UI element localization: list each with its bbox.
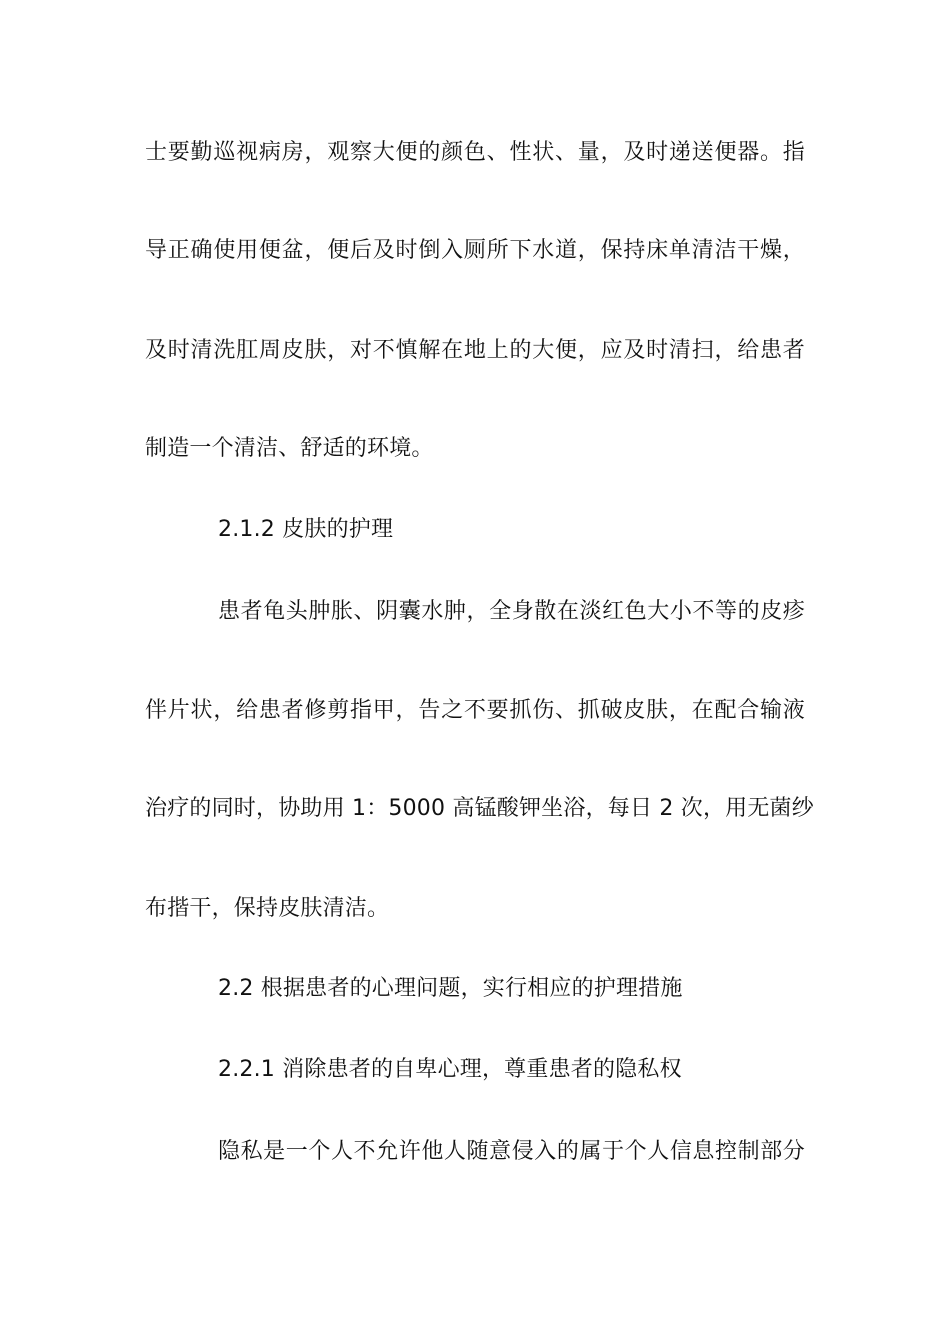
body-text-line: 制造一个清洁、舒适的环境。	[145, 436, 434, 461]
body-text-line: 导正确使用便盆，便后及时倒入厕所下水道，保持床单清洁干燥，	[145, 238, 805, 263]
section-heading: 2.2.1 消除患者的自卑心理，尊重患者的隐私权	[218, 1057, 682, 1082]
body-text-line: 布揩干，保持皮肤清洁。	[145, 896, 390, 921]
body-text-line: 患者龟头肿胀、阴囊水肿，全身散在淡红色大小不等的皮疹	[218, 599, 805, 624]
body-text-line: 士要勤巡视病房，观察大便的颜色、性状、量，及时递送便器。指	[145, 140, 805, 165]
body-text-line: 隐私是一个人不允许他人随意侵入的属于个人信息控制部分	[218, 1139, 805, 1164]
body-text-line: 及时清洗肛周皮肤，对不慎解在地上的大便，应及时清扫，给患者	[145, 338, 805, 363]
body-text-line: 治疗的同时，协助用 1：5000 高锰酸钾坐浴，每日 2 次，用无菌纱	[145, 796, 814, 821]
body-text-line: 伴片状，给患者修剪指甲，告之不要抓伤、抓破皮肤，在配合输液	[145, 698, 805, 723]
section-heading: 2.1.2 皮肤的护理	[218, 517, 394, 542]
section-heading: 2.2 根据患者的心理问题，实行相应的护理措施	[218, 976, 683, 1001]
